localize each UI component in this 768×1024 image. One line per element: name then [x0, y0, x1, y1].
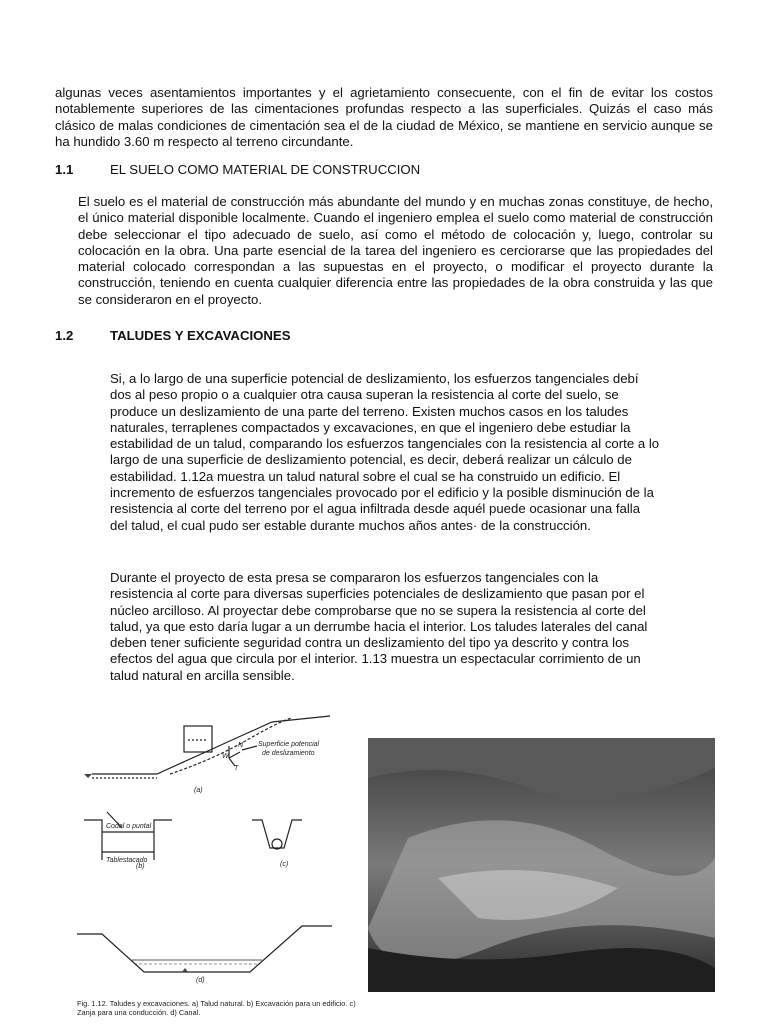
- figure-1-12-diagram: [62, 700, 358, 1020]
- label-n: N: [238, 742, 244, 749]
- label-a: (a): [194, 787, 203, 794]
- label-superficie: Superficie potencial: [258, 741, 320, 748]
- taludes-paragraph-2: Durante el proyecto de esta presa se compararon los esfuerzos tangenciales con la resistencia al corte para diversas superficies potenciales de deslizamiento que pasan por el núcleo arcilloso. Al proyectar debe comprobarse que no se supera la resistencia al corte del talud, ya que esto daría lugar a un derrumbe hacia el interior. Los taludes laterales del canal deben tener suficiente seguridad contra un deslizamiento del tipo ya descrito y contra los efectos del agua que circula por el interior. 1.13 muestra un espectacular corrimiento de un talud natural en arcilla sensible.: [110, 570, 648, 683]
- label-d: (d): [196, 977, 205, 984]
- label-deslizamiento: de deslizamiento: [262, 750, 315, 757]
- section-title: TALUDES Y EXCAVACIONES: [110, 328, 291, 343]
- intro-paragraph: algunas veces asentamientos importantes y el agrietamiento consecuente, con el fin de evitar los costos notablemente superiores de las cimentaciones profundas respecto a las superficiales. Quizás el caso más clásico de malas condiciones de cimentación sea el de la ciudad de México, se mantiene en servicio aunque se ha hundido 3.60 m respecto al terreno circundante.: [55, 85, 713, 149]
- taludes-paragraph-1: Si, a lo largo de una superficie potencial de deslizamiento, los esfuerzos tangenciales debí dos al peso propio o a cualquier otra causa superan la resistencia al corte del suelo, se produce un deslizamiento de una parte del terreno. Existen muchos casos en los taludes naturales, terraplenes compactados y excavaciones, en que el ingeniero debe estudiar la estabilidad de un talud, comparando los esfuerzos tangenciales con la resistencia al corte a lo largo de una superficie de deslizamiento potencial, es decir, deberá realizar un cálculo de estabilidad. 1.12a muestra un talud natural sobre el cual se ha construido un edificio. El incremento de esfuerzos tangenciales provocado por el edificio y la posible disminución de la resistencia al corte del terreno por el agua infiltrada desde aquél puede ocasionar una falla del talud, el cual pudo ser estable durante muchos años antes· de la construcción.: [110, 371, 660, 533]
- label-codal: Codal o puntal: [106, 823, 152, 830]
- section-title: EL SUELO COMO MATERIAL DE CONSTRUCCION: [110, 162, 421, 177]
- label-c: (c): [280, 861, 289, 868]
- figure-1-13-photo: [368, 738, 715, 992]
- figure-1-13-caption: Fig. 1.13. Deslizamiento en arcilla marina muy sensible (quick clay) (cortesía de Laurits Bjerrum).: [371, 973, 689, 982]
- label-b: (b): [136, 863, 145, 870]
- section-number: 1.2: [55, 328, 74, 343]
- figure-1-12-caption: Fig. 1.12. Taludes y excavaciones. a) Talud natural. b) Excavación para un edificio. c) Zanja para una conducción. d) Canal.: [77, 999, 356, 1017]
- suelo-paragraph: El suelo es el material de construcción más abundante del mundo y en muchas zonas constituye, de hecho, el único material disponible localmente. Cuando el ingeniero emplea el suelo como material de construcción debe seleccionar el tipo adecuado de suelo, así como el método de colocación y, luego, controlar su colocación en la obra. Una parte esencial de la tarea del ingeniero es cerciorarse que las propiedades del material colocado correspondan a las supuestas en el proyecto, o modificar el proyecto durante la construcción, teniendo en cuenta cualquier diferencia entre las propiedades de la obra construida y las que se consideraron en el proyecto.: [78, 194, 713, 307]
- section-number: 1.1: [55, 162, 74, 177]
- label-tablestacado: Tablestacado: [106, 857, 148, 864]
- label-w: W: [222, 753, 229, 760]
- label-t: T: [234, 765, 239, 772]
